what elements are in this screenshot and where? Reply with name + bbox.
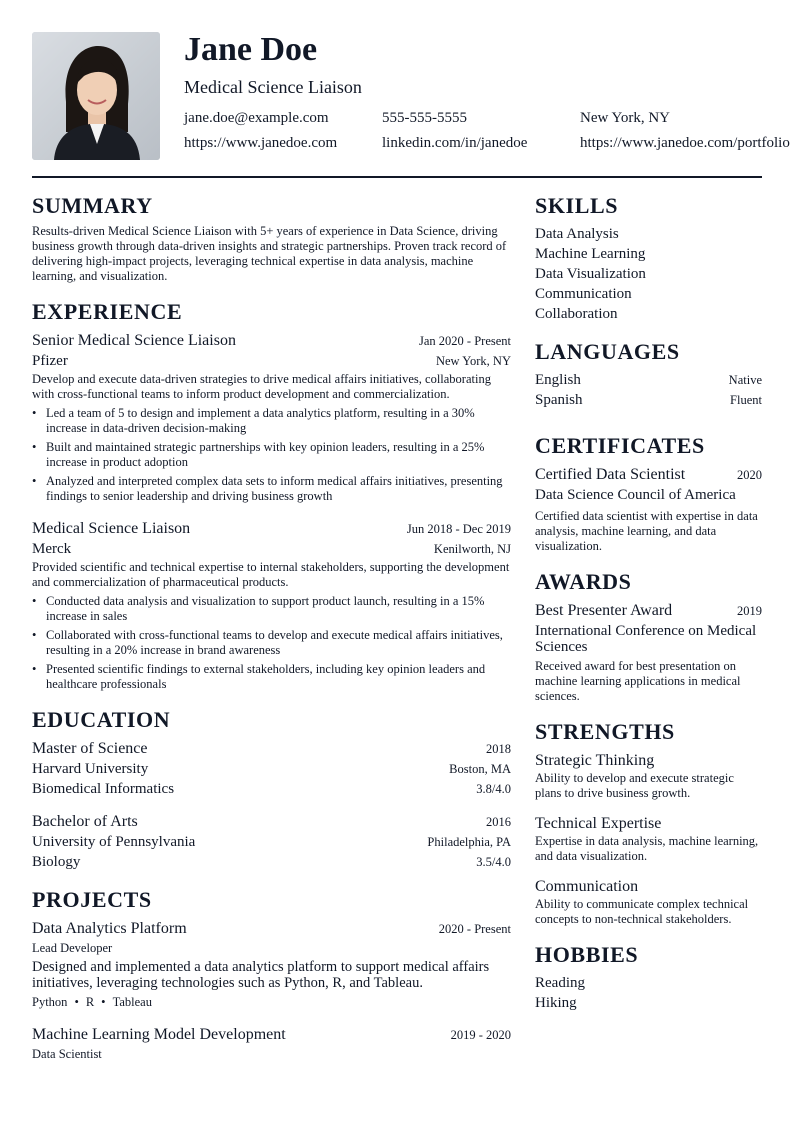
award-name: Best Presenter Award: [535, 602, 673, 619]
bullet-item: • Analyzed and interpreted complex data sets to inform medical affairs initiatives, presenting findings to senior leadership and driving business growth: [32, 474, 511, 504]
project-role: Lead Developer: [32, 941, 113, 955]
hobby-item: Hiking: [535, 995, 577, 1011]
company-name: Pfizer: [32, 353, 68, 369]
project-entry: [32, 918, 511, 1010]
job-bullets: [32, 406, 511, 504]
graduation-year: 2018: [486, 742, 511, 756]
certificates-section: [535, 432, 762, 554]
education-entry: [32, 738, 511, 799]
language-name: Spanish: [535, 392, 583, 408]
company-name: Merck: [32, 541, 72, 557]
skill-item: Data Visualization: [535, 266, 646, 282]
project-description: Designed and implemented a data analytics platform to support medical affairs initiatives, leveraging technologies such as Python, R, and Tableau.: [32, 959, 490, 991]
strength-name: Strategic Thinking: [535, 752, 655, 769]
gpa: 3.5/4.0: [476, 855, 511, 869]
section-heading: STRENGTHS: [535, 719, 675, 744]
hobby-item: Reading: [535, 975, 585, 991]
project-tags: Python • R • Tableau: [32, 995, 152, 1009]
strength-item: [535, 876, 762, 927]
job-entry: [32, 518, 511, 692]
job-location: New York, NY: [435, 354, 511, 368]
degree: Master of Science: [32, 740, 148, 757]
strength-name: Communication: [535, 878, 639, 895]
language-level: Fluent: [730, 393, 762, 407]
email-link[interactable]: jane.doe@example.com: [184, 110, 329, 126]
project-dates: 2019 - 2020: [450, 1028, 511, 1042]
bullet-item: • Collaborated with cross-functional teams to develop and execute medical affairs initiatives, resulting in a 20% increase in brand awareness: [32, 628, 511, 658]
website-link[interactable]: https://www.janedoe.com: [184, 135, 338, 151]
sidebar-column: [535, 192, 762, 1027]
bullet-item: • Conducted data analysis and visualization to support product launch, resulting in a 15% increase in sales: [32, 594, 511, 624]
job-bullets: [32, 594, 511, 692]
hobbies-section: [535, 941, 762, 1013]
experience-section: [32, 298, 511, 692]
job-title: Medical Science Liaison: [184, 77, 362, 97]
certificate-issuer: Data Science Council of America: [535, 487, 736, 503]
skills-section: [535, 192, 762, 324]
language-item: [535, 390, 762, 410]
location: New York, NY: [580, 110, 671, 126]
section-heading: SKILLS: [535, 193, 619, 218]
job-entry: [32, 330, 511, 504]
job-dates: Jan 2020 - Present: [419, 334, 511, 348]
school-location: Boston, MA: [449, 762, 511, 776]
strength-description: Ability to develop and execute strategic plans to drive business growth.: [535, 771, 734, 800]
section-heading: EDUCATION: [32, 707, 171, 732]
bullet-item: • Led a team of 5 to design and implement a data analytics platform, resulting in a 30% increase in data-driven decision-making: [32, 406, 511, 436]
header: [184, 30, 790, 156]
job-description: Provided scientific and technical expertise to internal stakeholders, supporting the development and commercialization of pharmaceutical products.: [32, 560, 510, 589]
project-entry: [32, 1024, 511, 1062]
strength-item: [535, 813, 762, 864]
header-divider: [32, 176, 762, 178]
job-role: Senior Medical Science Liaison: [32, 332, 236, 349]
tag: Python: [32, 995, 68, 1009]
portfolio-link[interactable]: https://www.janedoe.com/portfolio: [580, 135, 790, 151]
section-heading: HOBBIES: [535, 942, 639, 967]
certificate-description: Certified data scientist with expertise in data analysis, machine learning, and data visualization.: [535, 509, 758, 553]
section-heading: PROJECTS: [32, 887, 152, 912]
certificate-name: Certified Data Scientist: [535, 466, 686, 483]
section-heading: CERTIFICATES: [535, 433, 705, 458]
section-heading: SUMMARY: [32, 193, 153, 218]
tag: Tableau: [112, 995, 152, 1009]
award-year: 2019: [737, 604, 762, 618]
strength-name: Technical Expertise: [535, 815, 662, 832]
graduation-year: 2016: [486, 815, 511, 829]
school-location: Philadelphia, PA: [427, 835, 511, 849]
language-name: English: [535, 372, 581, 388]
projects-section: [32, 886, 511, 1062]
section-heading: EXPERIENCE: [32, 299, 183, 324]
project-role: Data Scientist: [32, 1047, 102, 1061]
field-of-study: Biomedical Informatics: [32, 781, 175, 797]
job-location: Kenilworth, NJ: [433, 542, 511, 556]
skill-item: Collaboration: [535, 306, 618, 322]
section-heading: LANGUAGES: [535, 339, 680, 364]
award-description: Received award for best presentation on machine learning applications in medical sciences.: [535, 659, 741, 703]
gpa: 3.8/4.0: [476, 782, 511, 796]
certificate-year: 2020: [737, 468, 762, 482]
languages-section: [535, 338, 762, 410]
job-role: Medical Science Liaison: [32, 520, 191, 537]
language-level: Native: [728, 373, 762, 387]
awards-section: [535, 568, 762, 704]
education-section: [32, 706, 511, 872]
skill-item: Machine Learning: [535, 246, 646, 262]
project-name: Data Analytics Platform: [32, 920, 187, 937]
phone-number[interactable]: 555-555-5555: [382, 110, 467, 126]
bullet-item: • Built and maintained strategic partnerships with key opinion leaders, resulting in a 25% increase in product adoption: [32, 440, 511, 470]
linkedin-link[interactable]: linkedin.com/in/janedoe: [382, 135, 528, 151]
main-column: [32, 192, 511, 1076]
education-entry: [32, 811, 511, 872]
job-description: Develop and execute data-driven strategies to drive medical affairs initiatives, collaborating with cross-functional teams to inform product development and commercialization.: [32, 372, 491, 401]
project-name: Machine Learning Model Development: [32, 1026, 286, 1043]
portrait-image: [32, 32, 160, 160]
school-name: University of Pennsylvania: [32, 834, 196, 850]
school-name: Harvard University: [32, 761, 149, 777]
tag: R: [85, 995, 95, 1009]
section-heading: AWARDS: [535, 569, 632, 594]
skill-item: Data Analysis: [535, 226, 619, 242]
award-issuer: International Conference on Medical Sciences: [535, 623, 757, 655]
job-dates: Jun 2018 - Dec 2019: [406, 522, 511, 536]
strength-item: [535, 750, 762, 801]
skill-item: Communication: [535, 286, 632, 302]
strengths-section: [535, 718, 762, 927]
bullet-item: • Presented scientific findings to external stakeholders, including key opinion leaders and healthcare professionals: [32, 662, 511, 692]
profile-photo: [32, 32, 160, 160]
degree: Bachelor of Arts: [32, 813, 138, 830]
summary-text: Results-driven Medical Science Liaison with 5+ years of experience in Data Science, driving business growth through data-driven insights and strategic partnerships. Proven track record of delivering high-impact projects, leveraging technical expertise in data analysis, machine learning, and visualization.: [32, 224, 507, 283]
summary-section: [32, 192, 511, 284]
candidate-name: Jane Doe: [184, 31, 318, 68]
strength-description: Expertise in data analysis, machine learning, and data visualization.: [535, 834, 759, 863]
project-dates: 2020 - Present: [438, 922, 511, 936]
contact-info: [184, 106, 790, 156]
field-of-study: Biology: [32, 854, 81, 870]
strength-description: Ability to communicate complex technical concepts to non-technical stakeholders.: [535, 897, 749, 926]
language-item: [535, 370, 762, 390]
